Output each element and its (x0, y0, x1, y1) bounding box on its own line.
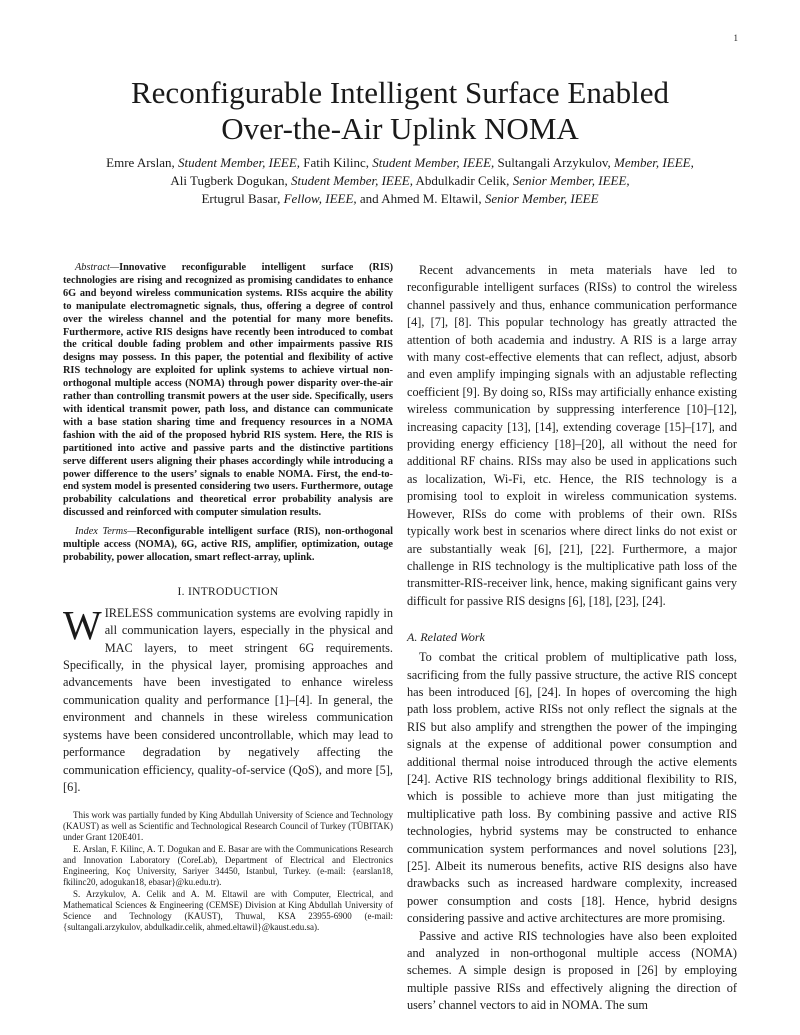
body-paragraph: To combat the critical problem of multiplicative path loss, sacrificing from the fully passive structure, the active RIS concept has been introduced [6], [24]. In hopes of overcoming the high path loss problem, active RISs not only reflect the signals at the RIS but also amplify and strengthen the power of the impinging signals at the expense of additional power consumption and additional thermal noise introduced through the active elements [24]. Active RIS technology brings additional flexibility to RIS, which is possible to achieve more than just mitigating the multiplicative path loss. By combining passive and active RIS technologies, hybrid systems may be constructed to enhance communication system performances and novel solutions [23], [25]. Albeit its numerous benefits, active RIS designs also have drawbacks such as increased hardware complexity, increased power consumption and costs [18]. Hence, hybrid designs considering passive and active architectures are more promising. (407, 650, 737, 926)
paper-title (0, 75, 800, 147)
index-terms-text: Reconfigurable intelligent surface (RIS), non-orthogonal multiple access (NOMA), 6G, active RIS, amplifier, optimization, outage probability, power allocation, smart reflect-array, uplink. (63, 526, 394, 563)
author-role: Senior Member, IEEE (484, 191, 599, 206)
author-role: Student Member, IEEE, (290, 173, 413, 188)
author-role: Senior Member, IEEE, (512, 173, 630, 188)
author-name: Sultangali Arzykulov, (497, 155, 611, 170)
author-name: Ali Tugberk Dogukan, (170, 173, 288, 188)
footnote-affiliation-kaust: S. Arzykulov, A. Celik and A. M. Eltawil are with Computer, Electrical, and Mathematical Sciences & Engineering (CEMSE) Division at King Abdullah University of Science and Technology (KAUST), Thuwal, KSA 23955-6900 (e-mail: {sultangali.arzykulov, abdulkadir.celik, ahmed.eltawil}@kaust.edu.sa). (63, 889, 393, 933)
author-role: Member, IEEE, (614, 155, 694, 170)
author-role: Student Member, IEEE, (372, 155, 495, 170)
author-line-3 (40, 190, 760, 208)
footnote-funding: This work was partially funded by King Abdullah University of Science and Technology (KAUST) as well as Scientific and Technological Research Council of Turkey (TÜBITAK) under Grant 120E401. (63, 810, 393, 843)
section-heading-introduction: I. INTRODUCTION (177, 585, 279, 598)
index-terms-label: Index Terms— (75, 526, 137, 538)
author-name: Abdulkadir Celik, (415, 173, 510, 188)
author-name: and Ahmed M. Eltawil, (359, 191, 482, 206)
author-name: Ertugrul Basar, (201, 191, 281, 206)
body-paragraph: Recent advancements in meta materials have led to reconfigurable intelligent surfaces (RISs) to control the wireless channel passively and thus, enhance communication performance [4], [7], [8]. This popular technology has greatly attracted the attention of both academia and industry. A RIS is a large array with many cost-effective elements that can reflect, adjust, absorb and even amplify impinging signals with an adjustable reflecting coefficient [9]. By doing so, RISs may artificially enhance existing wireless communication by suppressing interference [10]–[12], increasing capacity [13], [14], extending coverage [15]–[17], and providing energy efficiency [18]–[20], all without the need for additional RF chains. RISs may also be used in applications such as localization, Wi-Fi, etc. Hence, the RIS technology is a promising tool to exploit in wireless communication systems. However, RISs do come with problems of their own. RISs typically work best in scenarios where direct links do not exist or are substantially weak [6], [21], [22]. Furthermore, a major challenge in RIS technology is the multiplicative path loss of the transmitter-RIS-receiver link, hence, making significant gains very difficult for passive RIS designs [6], [18], [23], [24]. (407, 263, 737, 608)
index-terms (63, 526, 393, 565)
author-role: Fellow, IEEE, (283, 191, 357, 206)
abstract-text: Innovative reconfigurable intelligent surface (RIS) technologies are rising and recognized as promising candidates to enhance 6G and beyond wireless communication systems. RISs acquire the ability to manipulate electromagnetic signals, thus, offering a degree of control over the wireless channel and the potential for many more benefits. Furthermore, active RIS designs have recently been introduced to combat the critical double fading problem and other impairments passive RIS designs may possess. In this paper, the potential and flexibility of active RIS technology are exploited for uplink systems to achieve virtual non-orthogonal multiple access (NOMA) through power disparity over-the-air rather than controlling transmit powers at the user side. Specifically, users with identical transmit power, path loss, and distance can communicate with a base station sharing time and frequency resources in a NOMA fashion with the aid of the proposed hybrid RIS system. Here, the RIS is partitioned into active and passive parts and the distinctive partitions serve different users aligning their phases accordingly while introducing a power difference to the users’ signals to enable NOMA. First, the end-to-end system model is presented considering two users. Furthermore, outage probability calculations and theoretical error probability analysis are discussed and reinforced with computer simulation results. (63, 262, 393, 519)
author-name: Emre Arslan, (106, 155, 175, 170)
right-column (407, 262, 737, 1015)
footnotes (63, 810, 393, 933)
author-name: Fatih Kilinc, (303, 155, 369, 170)
subsection-heading-related-work: A. Related Work (407, 630, 485, 645)
page-number: 1 (733, 33, 738, 43)
intro-paragraph (63, 601, 393, 796)
left-column (63, 262, 393, 934)
abstract-label: Abstract— (75, 262, 120, 273)
body-paragraph: Passive and active RIS technologies have also been exploited and analyzed in non-orthogonal multiple access (NOMA) schemes. A simple design is proposed in [26] by employing multiple passive RISs and effectively aligning the direction of users’ channel vectors to aid in NOMA. The sum (407, 928, 737, 1013)
author-line-2 (40, 172, 760, 190)
title-line-2: Over-the-Air Uplink NOMA (221, 111, 579, 146)
author-line-1 (40, 154, 760, 172)
author-list (40, 154, 760, 208)
title-line-1: Reconfigurable Intelligent Surface Enabled (131, 75, 669, 110)
author-role: Student Member, IEEE, (178, 155, 301, 170)
abstract (63, 262, 393, 520)
intro-text: IRELESS communication systems are evolving rapidly in all communication layers, especially in the physical and MAC layers, to meet stringent 6G requirements. Specifically, in the physical layer, promising approaches and advancements have been investigated to enhance wireless communication quality and performance [1]–[4]. In general, the environment and channels in these wireless communication systems have been considered uncontrollable, which may lead to performance degradation by negatively affecting the communication efficiency, quality-of-service (QoS), and more [5], [6]. (63, 605, 393, 794)
drop-cap: W (63, 601, 102, 648)
footnote-affiliation-koc: E. Arslan, F. Kilinc, A. T. Dogukan and E. Basar are with the Communications Research and Innovation Laboratory (CoreLab), Department of Electrical and Electronics Engineering, Koç University, Sariyer 34450, Istanbul, Turkey. (e-mail: {earslan18, fkilinc20, adogukan18, ebasar}@ku.edu.tr). (63, 844, 393, 888)
